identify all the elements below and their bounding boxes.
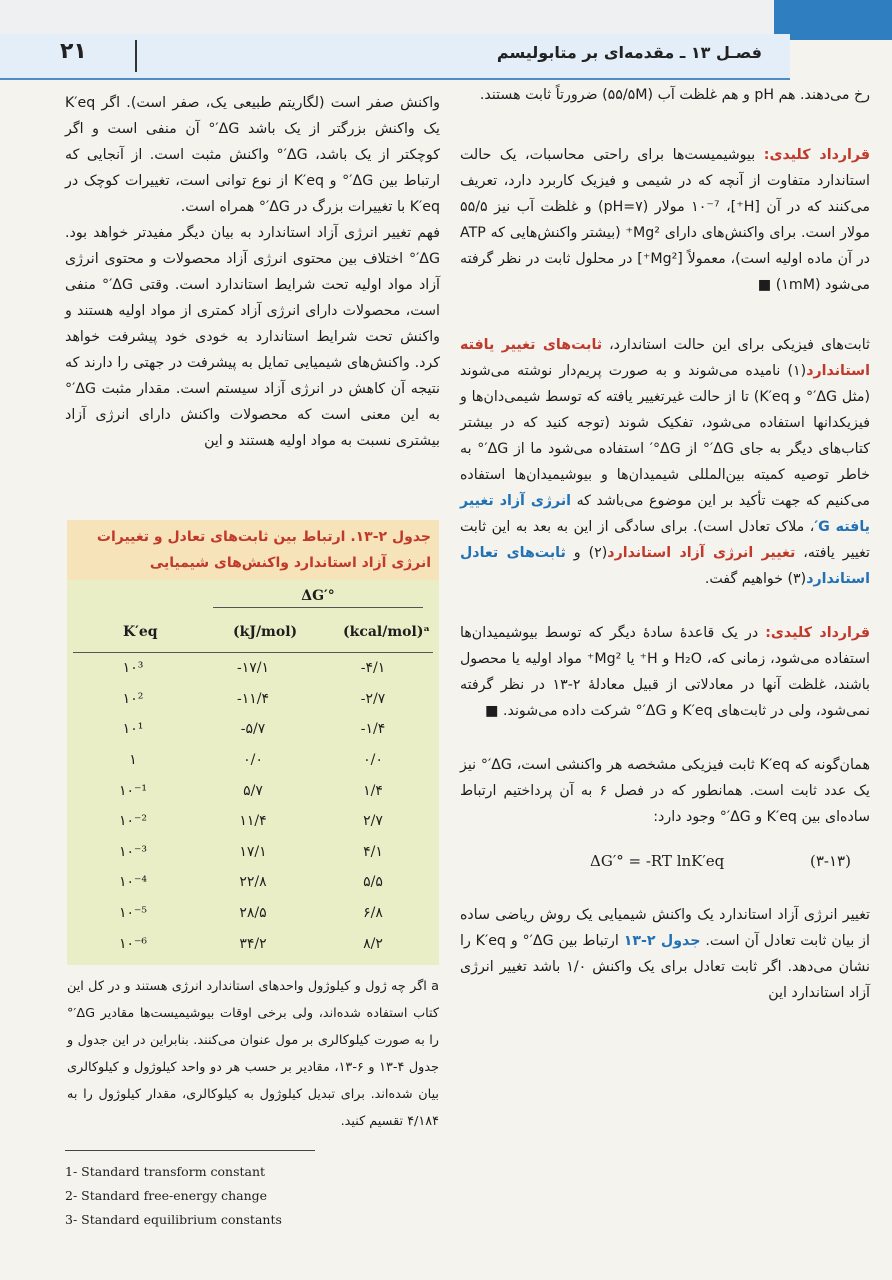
key-convention-paragraph <box>460 620 870 724</box>
table-row <box>73 775 433 806</box>
equation-number: (۳-۱۳) <box>810 852 851 870</box>
table-row <box>73 928 433 959</box>
paragraph: همان‌گونه که K′eq ثابت فیزیکی مشخصه هر واکنشی است، ΔG′° نیز یک عدد ثابت است. همانطور که در فصل ۶ به آن پرداختیم ارتباط ساده‌ای بین K′eq و ΔG′° وجود دارد: <box>460 757 871 825</box>
key-convention-text: بیوشیمیست‌ها برای راحتی محاسبات، یک حالت استاندارد متفاوت از آنچه که در شیمی و فیزیک کاربرد دارد، تعریف می‌کنند که در آن [H⁺]، ۱۰⁻⁷ مولار (pH=۷) و غلظت آب نیز ۵۵/۵ مولار است. برای واکنش‌های دارای Mg²⁺ (بیشتر واکنش‌هایی که ATP در آن ماده اولیه است)، معمولاً [Mg²⁺] در محلول ثابت در نظر گرفته می‌شود (۱mM) ■ <box>460 147 870 293</box>
left-column <box>65 90 440 454</box>
cell-keq: ۱۰⁻² <box>118 813 148 830</box>
cell-keq: ۱۰² <box>122 690 144 707</box>
cell-kj: ۲۲/۸ <box>239 874 267 891</box>
cell-kcal: ۰/۰ <box>363 752 383 769</box>
table-reference-link[interactable]: جدول ۲-۱۳ <box>623 933 701 949</box>
cell-kj: -۵/۷ <box>240 721 266 738</box>
top-band <box>0 0 892 36</box>
paragraph <box>460 332 870 592</box>
header-delta-g: ΔG′° <box>213 588 423 608</box>
page-number: ۲۱ <box>60 39 87 64</box>
chapter-title: فصـل ۱۳ ـ مقدمه‌ای بر متابولیسم <box>496 43 762 62</box>
cell-kcal: -۴/۱ <box>360 660 386 677</box>
table-row <box>73 806 433 837</box>
paragraph: فهم تغییر انرژی آزاد استاندارد به بیان دیگر مفیدتر خواهد بود. ΔG′° اختلاف بین محتوی انرژی آزاد محصولات و محتوی انرژی آزاد مواد اولیه تحت شرایط استاندارد است. وقتی ΔG′° منفی است، محصولات دارای انرژی آزاد کمتری از مواد اولیه هستند و واکنش تحت شرایط استاندارد به خودی خود پیشرفت خواهد کرد. واکنش‌های شیمیایی تمایل به پیشرفت در جهتی را دارند که نتیجه آن کاهش در انرژی آزاد سیستم است. مقدار مثبت ΔG′° به این معنی است که محصولات واکنش دارای انرژی آزاد بیشتری نسبت به مواد اولیه هستند و این <box>65 225 440 449</box>
cell-keq: ۱۰⁻¹ <box>118 782 148 799</box>
equation <box>460 844 870 884</box>
equation-expression: ΔG′° = -RT lnK′eq <box>590 852 725 870</box>
paragraph: واکنش صفر است (لگاریتم طبیعی یک، صفر است). اگر K′eq یک واکنش بزرگتر از یک باشد ΔG′° آن منفی است و اگر کوچکتر از یک باشد، ΔG′° واکنش مثبت است. از آنجایی که ارتباط بین ΔG′° و K′eq از نوع توانی است، تغییرات کوچک در K′eq با تغییرات بزرگ در ΔG′° همراه است. <box>65 95 441 215</box>
footnote-item: 2- Standard free-energy change <box>65 1188 268 1203</box>
key-convention-paragraph <box>460 142 870 298</box>
cell-kj: ۰/۰ <box>243 752 263 769</box>
cell-kj: ۱۷/۱ <box>239 843 267 860</box>
data-table-13-2 <box>67 520 439 1135</box>
footnote-item: 1- Standard transform constant <box>65 1164 266 1179</box>
cell-kj: -۱۷/۱ <box>236 660 269 677</box>
cell-kj: ۵/۷ <box>243 782 263 799</box>
cell-kcal: -۱/۴ <box>360 721 386 738</box>
text-run: ، ملاک تعادل است). برای سادگی از این به بعد به این ثابت تغییر یافته، <box>460 519 870 561</box>
text-run: ثابت‌های فیزیکی برای این حالت استاندارد، <box>602 337 871 353</box>
cell-keq: ۱۰⁻⁵ <box>118 905 148 922</box>
term-highlight: انرژی آزاد تغییر یافته G′ <box>460 493 870 535</box>
table-header <box>73 580 433 653</box>
footnote-rule <box>65 1150 315 1151</box>
cell-keq: ۱۰⁻⁴ <box>118 874 148 891</box>
paragraph <box>460 902 870 1006</box>
table-row <box>73 714 433 745</box>
cell-kcal: ۲/۷ <box>363 813 383 830</box>
key-convention-text: در یک قاعدهٔ سادهٔ دیگر که توسط بیوشیمیدان‌ها استفاده می‌شود، زمانی که، H₂O و H⁺ یا Mg²⁺ مواد اولیه یا محصول باشند، غلظت آنها در معادلاتی از قبیل معادلهٔ ۲-۱۳ در نظر گرفته نمی‌شود، ولی در ثابت‌های K′eq و ΔG′° شرکت داده می‌شوند. ■ <box>460 625 870 719</box>
term-highlight: ثابت‌های تغییر یافته استاندارد <box>460 337 870 379</box>
table-row <box>73 837 433 868</box>
cell-kcal: ۸/۲ <box>363 935 383 952</box>
cell-kcal: ۵/۵ <box>363 874 383 891</box>
cell-kj: -۱۱/۴ <box>236 690 269 707</box>
term-highlight: تغییر انرژی آزاد استاندارد <box>607 545 796 561</box>
key-convention-label: قرارداد کلیدی: <box>765 625 870 641</box>
text-run: (۲) و <box>565 545 608 561</box>
cell-kcal: ۴/۱ <box>363 843 383 860</box>
text-run: (۳) خواهیم گفت. <box>704 571 807 587</box>
header-keq: K′eq <box>123 624 158 640</box>
table-caption: جدول ۲-۱۳. ارتباط بین ثابت‌های تعادل و تغییرات انرژی آزاد استاندارد واکنش‌های شیمیایی <box>67 520 439 580</box>
term-highlight: ثابت‌های تعادل استاندارد <box>460 545 870 587</box>
header-kj: (kJ/mol) <box>233 624 298 640</box>
cell-keq: ۱۰³ <box>122 660 144 677</box>
table-footnote: a اگر چه ژول و کیلوژول واحدهای استاندارد انرژی هستند و در کل این کتاب استفاده شده‌اند، ولی برخی اوقات بیوشیمیست‌ها مقادیر ΔG′° را به صورت کیلوکالری بر مول عنوان می‌کنند. بنابراین در این جدول و جدول ۴-۱۳ و ۶-۱۳، مقادیر بر حسب هر دو واحد کیلوژول و کیلوکالری بیان شده‌اند. برای تبدیل کیلوژول به کیلوکالری، مقدار کیلوژول را به ۴/۱۸۴ تقسیم کنید. <box>67 978 439 1129</box>
cell-kcal: ۱/۴ <box>363 782 383 799</box>
table-body <box>67 580 439 965</box>
header-kcal: (kcal/mol)ᵃ <box>343 624 430 640</box>
right-column <box>460 82 870 1006</box>
paragraph: رخ می‌دهند. هم pH و هم غلظت آب (۵۵/۵M) ضرورتاً ثابت هستند. <box>479 87 870 103</box>
cell-keq: ۱۰¹ <box>122 721 144 738</box>
text-run: تغییر انرژی آزاد استاندارد یک واکنش شیمیایی یک روش ریاضی ساده از بیان ثابت تعادل آن است. <box>460 907 870 949</box>
cell-kcal: -۲/۷ <box>360 690 386 707</box>
table-row <box>73 867 433 898</box>
table-row <box>73 653 433 684</box>
cell-keq: ۱ <box>129 752 137 769</box>
footnotes <box>65 1160 365 1232</box>
text-run: ارتباط بین ΔG′° و K′eq را نشان می‌دهد. اگر ثابت تعادل برای یک واکنش ۱/۰ باشد تغییر انرژی آزاد استاندارد این <box>460 933 870 1001</box>
key-convention-label: قرارداد کلیدی: <box>763 147 870 163</box>
table-rows <box>73 653 433 959</box>
cell-kj: ۱۱/۴ <box>239 813 267 830</box>
header-divider <box>135 40 137 72</box>
text-run: (۱) نامیده می‌شوند و به صورت پریم‌دار نوشته می‌شوند (مثل ΔG′° و K′eq) تا از حالت غیرتغییر یافته که توسط شیمی‌دان‌ها و فیزیکدانها استفاده می‌شود، تفکیک شوند (توجه کنید که در بیشتر کتاب‌های دیگر به جای ΔG′° از ΔG°′ استفاده می‌شود ما از ΔG′° به خاطر توصیه کمیته بین‌المللی شیمیدان‌ها و بیوشیمیدان‌ها استفاده می‌کنیم که جهت تأکید بر این موضوع می‌باشد که <box>460 363 871 509</box>
running-header <box>0 34 790 80</box>
cell-keq: ۱۰⁻⁶ <box>118 935 148 952</box>
table-row <box>73 745 433 776</box>
cell-kcal: ۶/۸ <box>363 905 383 922</box>
chapter-tab-marker <box>774 0 892 40</box>
cell-kj: ۲۸/۵ <box>239 905 267 922</box>
cell-kj: ۳۴/۲ <box>239 935 267 952</box>
footnote-item: 3- Standard equilibrium constants <box>65 1212 282 1227</box>
table-row <box>73 684 433 715</box>
table-row <box>73 898 433 929</box>
cell-keq: ۱۰⁻³ <box>118 843 148 860</box>
